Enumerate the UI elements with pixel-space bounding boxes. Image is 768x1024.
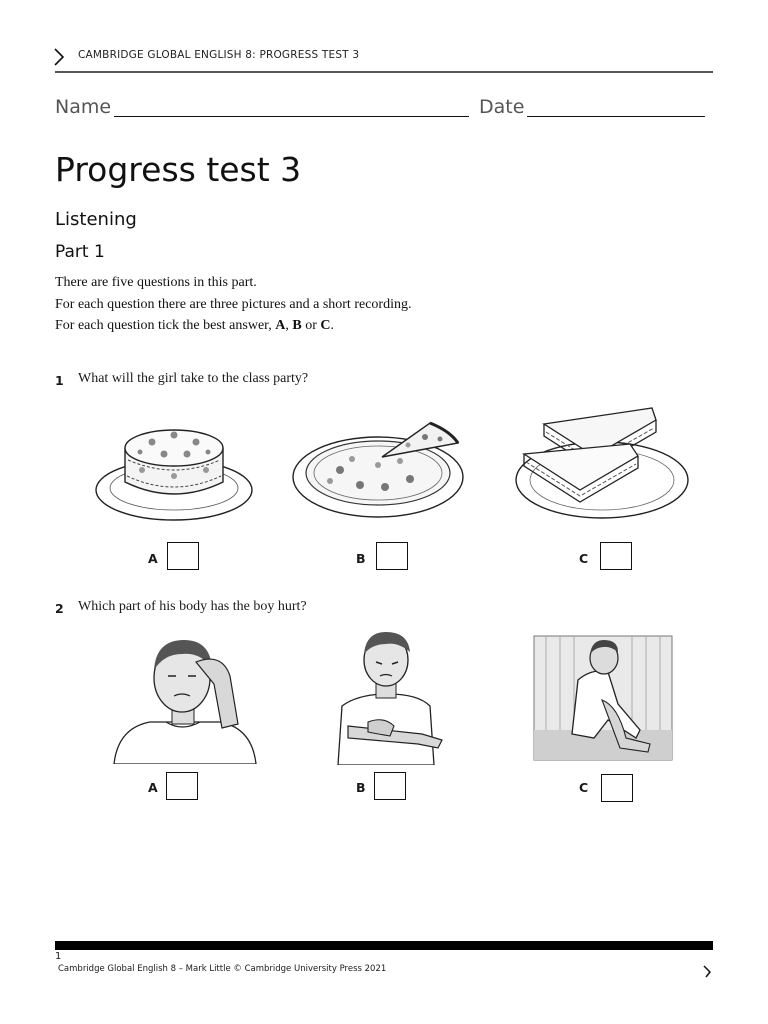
- header-title: CAMBRIDGE GLOBAL ENGLISH 8: PROGRESS TEST 3: [78, 49, 360, 61]
- instruction-option-a: A: [275, 318, 286, 333]
- boy-holding-arm-illustration: [318, 630, 458, 765]
- name-field[interactable]: [114, 116, 469, 117]
- cake-on-plate-illustration: [92, 410, 257, 525]
- option-letter: B: [356, 551, 366, 566]
- option-letter: C: [579, 551, 589, 566]
- question-text: Which part of his body has the boy hurt?: [78, 599, 307, 614]
- instruction-option-c: C: [320, 318, 331, 333]
- answer-checkbox-1c[interactable]: [600, 542, 632, 570]
- header-rule: [55, 71, 713, 73]
- sandwiches-on-plate-illustration: [510, 402, 690, 522]
- answer-checkbox-1a[interactable]: [167, 542, 199, 570]
- answer-checkbox-2a[interactable]: [166, 772, 198, 800]
- option-letter: A: [148, 551, 158, 566]
- name-label: Name: [55, 96, 112, 118]
- footer-bar: [55, 941, 713, 950]
- section-heading: Listening: [55, 209, 137, 230]
- answer-checkbox-2b[interactable]: [374, 772, 406, 800]
- page-title: Progress test 3: [55, 150, 302, 189]
- option-letter: A: [148, 780, 158, 795]
- part-heading: Part 1: [55, 242, 105, 262]
- instruction-option-b: B: [292, 318, 302, 333]
- instruction-line-1: There are five questions in this part.: [55, 275, 257, 290]
- option-letter: C: [579, 780, 589, 795]
- instruction-line-3: [55, 318, 334, 334]
- chevron-right-icon[interactable]: [702, 964, 712, 978]
- instruction-or: or: [301, 318, 321, 333]
- instruction-sep: ,: [285, 318, 293, 333]
- option-letter: B: [356, 780, 366, 795]
- chevron-right-icon: [52, 47, 66, 67]
- date-field[interactable]: [527, 116, 705, 117]
- question-text: What will the girl take to the class party?: [78, 371, 309, 386]
- date-label: Date: [479, 96, 525, 118]
- answer-checkbox-1b[interactable]: [376, 542, 408, 570]
- footer-credit: Cambridge Global English 8 – Mark Little © Cambridge University Press 2021: [58, 964, 387, 974]
- instruction-line-2: For each question there are three pictures and a short recording.: [55, 297, 412, 312]
- instruction-text: For each question tick the best answer,: [55, 318, 276, 333]
- question-number: 2: [55, 601, 64, 616]
- question-number: 1: [55, 373, 64, 388]
- boy-holding-head-illustration: [110, 632, 260, 764]
- boy-holding-foot-illustration: [532, 634, 674, 762]
- page-number: 1: [55, 951, 62, 962]
- answer-checkbox-2c[interactable]: [601, 774, 633, 802]
- instruction-period: .: [330, 318, 335, 333]
- pizza-with-slice-illustration: [290, 415, 470, 525]
